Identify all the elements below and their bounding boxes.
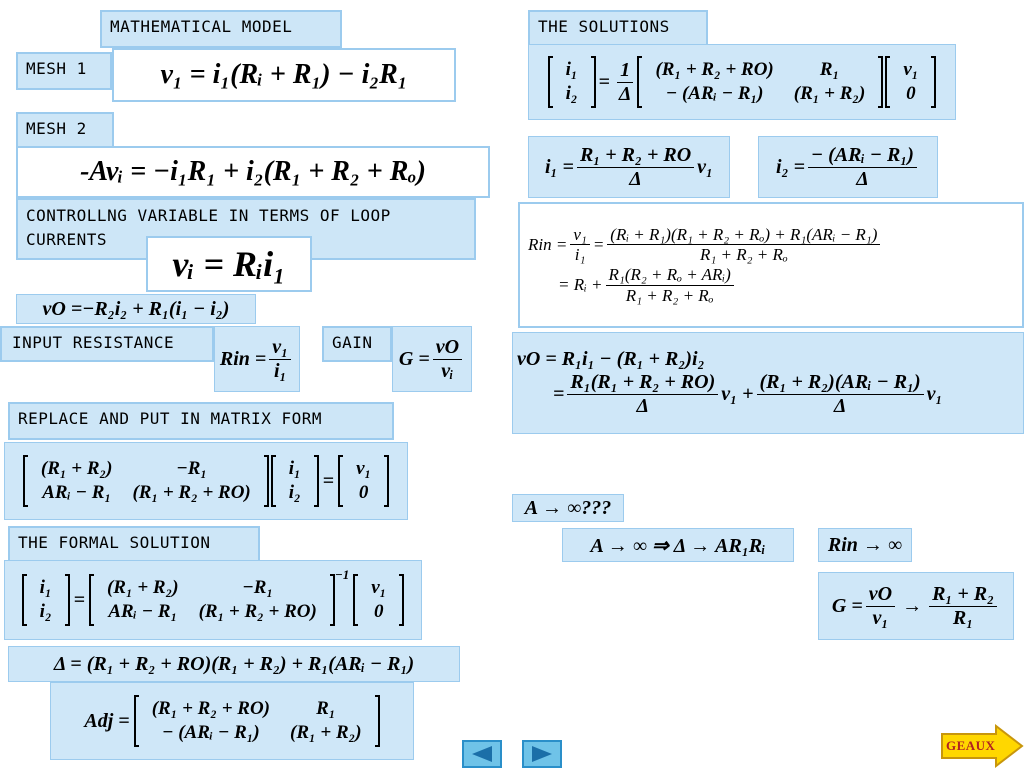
i2-solution-den: Δ — [856, 167, 869, 190]
rin-definition-lhs: Rin = — [219, 347, 267, 370]
controlling-variable-equation — [146, 236, 312, 292]
vo-solution-fraction2 — [757, 371, 924, 418]
controlling-variable-line2: CURRENTS — [26, 230, 108, 249]
gain-final-arrow: → — [902, 594, 923, 617]
matrix-a-cell: −R₁ — [176, 458, 207, 479]
solutions-matrix-equation: i₁ i₂ = $\frac{1}{\Delta}$ (R₁ + R₂ + RO) R₁ − (ARᵢ − R₁) (R₁ + R₂) v₁ 0 — [528, 44, 956, 120]
adjoint-matrix — [134, 695, 380, 747]
formal-matrix-a — [89, 574, 335, 626]
gain-final — [818, 572, 1014, 640]
matrix-form-equation: (R₁ + R₂) −R₁ ARᵢ − R₁ (R₁ + R₂ + RO) i₁ i₂ = v₁ 0 — [4, 442, 408, 520]
one-over-delta-num: 1 — [617, 59, 633, 83]
delta-equation-text: Δ = (R₁ + R₂ + RO)(R₁ + R₂) + R₁(ARᵢ − R₁) — [53, 652, 415, 675]
vector-v-cell: 0 — [358, 482, 369, 503]
a-infinity-implication — [562, 528, 794, 562]
gain-final-lhs: G = — [831, 594, 863, 617]
solutions-vector-i-cell: i₂ — [565, 83, 578, 104]
vo-solution-tail: v₁ — [926, 383, 943, 405]
adjoint-cell: (R₁ + R₂) — [290, 722, 362, 743]
delta-equation — [8, 646, 460, 682]
rin-solution-fraction2 — [606, 265, 734, 305]
gain-definition-lhs: G = — [398, 347, 430, 370]
vo-solution-num1: R₁(R₁ + R₂ + RO) — [567, 371, 718, 395]
rin-solution-v1-over-i1 — [570, 225, 589, 265]
gain-definition — [392, 326, 472, 392]
vo-solution-num2: (R₁ + R₂)(ARᵢ − R₁) — [757, 371, 924, 395]
inverse-exponent: −1 — [334, 567, 350, 582]
one-over-delta-den: Δ — [618, 82, 632, 105]
formal-matrix-cell: ARᵢ − R₁ — [108, 601, 178, 622]
matrix-a — [23, 455, 269, 507]
a-infinity-question-text: A → ∞??? — [524, 496, 612, 519]
gain-definition-fraction — [433, 336, 462, 383]
replace-matrix-label: REPLACE AND PUT IN MATRIX FORM — [8, 402, 394, 440]
vector-i-cell: i₁ — [288, 458, 301, 479]
vo-definition — [16, 294, 256, 324]
rin-solution-num2: R₁(R₂ + Rₒ + ARᵢ) — [606, 265, 734, 286]
triangle-left-icon — [470, 745, 494, 763]
formal-solution-label: THE FORMAL SOLUTION — [8, 526, 260, 564]
mathematical-model-label: MATHEMATICAL MODEL — [100, 10, 342, 48]
i1-solution-num: R₁ + R₂ + RO — [577, 144, 694, 168]
solutions-vector-v-cell: v₁ — [903, 59, 919, 80]
i1-solution-fraction — [577, 144, 694, 191]
i1-solution — [528, 136, 730, 198]
vector-i — [271, 455, 319, 507]
solutions-adjoint-cell: (R₁ + R₂) — [793, 83, 866, 104]
i2-solution-fraction — [808, 144, 917, 191]
vo-solution-fraction1 — [567, 371, 718, 418]
rin-solution-line1: Rin = $\frac{\text{v₁}}{\text{i₁}}$ = $\frac{\text{(Rᵢ + R₁)(R₁ + R₂ + Rₒ) + R₁(ARᵢ − R₁)}}{\text{R₁ + R₂ + Rₒ}}$ — [528, 225, 883, 265]
adjoint-equation — [50, 682, 414, 760]
back-button[interactable] — [462, 740, 502, 768]
geaux-label: GEAUX — [946, 738, 996, 753]
rin-definition-num: v₁ — [269, 336, 291, 360]
formal-vector-i-cell: i₁ — [39, 577, 52, 598]
gain-final-fraction2 — [929, 583, 997, 630]
i2-solution-lhs: i₂ = — [776, 155, 805, 178]
mesh2-label: MESH 2 — [16, 112, 114, 150]
gain-final-den1: v₁ — [872, 606, 889, 629]
solutions-vector-i — [548, 56, 596, 108]
rin-solution-i1: i₁ — [574, 245, 586, 265]
one-over-delta — [616, 59, 635, 106]
vector-v — [338, 455, 389, 507]
mesh1-equation — [112, 48, 456, 102]
geaux-button[interactable] — [940, 724, 1024, 768]
i1-solution-den: Δ — [629, 167, 642, 190]
the-solutions-label: THE SOLUTIONS — [528, 10, 708, 48]
rin-solution-line2 — [558, 265, 737, 305]
solutions-vector-v-cell: 0 — [906, 83, 916, 104]
i1-solution-lhs: i₁ = — [545, 155, 574, 178]
formal-matrix-cell: −R₁ — [242, 577, 274, 598]
formal-matrix-cell: (R₁ + R₂ + RO) — [198, 601, 317, 622]
gain-final-num1: vO — [866, 583, 895, 607]
i2-solution-num: − (ARᵢ − R₁) — [808, 144, 917, 168]
gain-definition-num: vO — [433, 336, 462, 360]
vo-solution-line1: vO = R₁i₁ − (R₁ + R₂)i₂ — [517, 348, 705, 370]
solutions-vector-v — [885, 56, 936, 108]
vo-solution-eq: = — [553, 383, 565, 405]
rin-definition-den: i₁ — [273, 359, 287, 382]
mesh2-equation-text: -Avᵢ = −i₁R₁ + i₂(R₁ + R₂ + Rₒ) — [80, 156, 426, 187]
matrix-a-cell: ARᵢ − R₁ — [42, 482, 112, 503]
controlling-variable-line1: CONTROLLNG VARIABLE IN TERMS OF LOOP — [26, 206, 391, 225]
formal-vector-v-cell: v₁ — [371, 577, 387, 598]
rin-solution-den1: R₁ + R₂ + Rₒ — [699, 245, 788, 265]
i1-solution-tail: v₁ — [697, 155, 713, 178]
i2-solution — [758, 136, 938, 198]
vo-solution-mid: v₁ + — [721, 383, 754, 405]
solutions-adjoint-cell: − (ARᵢ − R₁) — [665, 83, 764, 104]
gain-label: GAIN — [322, 326, 392, 362]
mesh1-equation-text: v₁ = i₁(Rᵢ + R₁) − i₂R₁ — [160, 59, 408, 90]
formal-matrix-cell: (R₁ + R₂) — [106, 577, 179, 598]
adjoint-cell: (R₁ + R₂ + RO) — [151, 698, 270, 719]
solutions-adjoint-matrix — [637, 56, 883, 108]
mesh1-label: MESH 1 — [16, 52, 112, 90]
rin-solution-lhs: Rin = — [528, 234, 568, 254]
adjoint-cell: R₁ — [316, 698, 336, 719]
rin-solution-fraction1 — [607, 225, 880, 265]
formal-vector-v-cell: 0 — [374, 601, 384, 622]
vector-i-cell: i₂ — [288, 482, 301, 503]
gain-definition-den: vᵢ — [441, 359, 454, 382]
input-resistance-label: INPUT RESISTANCE — [0, 326, 214, 362]
rin-definition-fraction — [269, 336, 291, 383]
formal-solution-equation: i₁ i₂ = (R₁ + R₂) −R₁ ARᵢ − R₁ (R₁ + R₂ + RO) $^{-1}$ v₁ 0 — [4, 560, 422, 640]
vo-solution-line2 — [553, 371, 943, 418]
vo-definition-text: vO =−R₂i₂ + R₁(i₁ − i₂) — [42, 297, 230, 320]
controlling-variable-equation-text: vᵢ = Rᵢi₁ — [172, 244, 286, 284]
triangle-right-icon — [530, 745, 554, 763]
matrix-a-cell: (R₁ + R₂ + RO) — [132, 482, 251, 503]
gain-final-fraction1 — [866, 583, 895, 630]
adjoint-lhs: Adj = — [84, 709, 130, 732]
rin-solution — [518, 202, 1024, 328]
rin-definition — [214, 326, 300, 392]
rin-solution-eq2: = Rᵢ + — [558, 275, 603, 295]
forward-button[interactable] — [522, 740, 562, 768]
a-infinity-question — [512, 494, 624, 522]
rin-infinity — [818, 528, 912, 562]
rin-solution-den2: R₁ + R₂ + Rₒ — [625, 285, 714, 305]
a-infinity-implication-text: A → ∞ ⇒ Δ → AR₁Rᵢ — [590, 534, 766, 557]
rin-infinity-text: Rin → ∞ — [827, 533, 903, 556]
gain-final-num2: R₁ + R₂ — [929, 583, 997, 607]
formal-vector-v — [353, 574, 404, 626]
vo-solution — [512, 332, 1024, 434]
rin-solution-v1: v₁ — [570, 225, 589, 246]
matrix-a-cell: (R₁ + R₂) — [40, 458, 113, 479]
vo-solution-den1: Δ — [636, 395, 650, 417]
gain-final-den2: R₁ — [952, 606, 974, 629]
solutions-vector-i-cell: i₁ — [565, 59, 578, 80]
solutions-adjoint-cell: (R₁ + R₂ + RO) — [655, 59, 774, 80]
rin-solution-num1: (Rᵢ + R₁)(R₁ + R₂ + Rₒ) + R₁(ARᵢ − R₁) — [607, 225, 880, 246]
formal-vector-i-cell: i₂ — [39, 601, 52, 622]
adjoint-cell: − (ARᵢ − R₁) — [161, 722, 260, 743]
mesh2-equation — [16, 146, 490, 198]
solutions-adjoint-cell: R₁ — [819, 59, 840, 80]
vector-v-cell: v₁ — [356, 458, 372, 479]
vo-solution-den2: Δ — [833, 395, 847, 417]
formal-vector-i — [22, 574, 70, 626]
